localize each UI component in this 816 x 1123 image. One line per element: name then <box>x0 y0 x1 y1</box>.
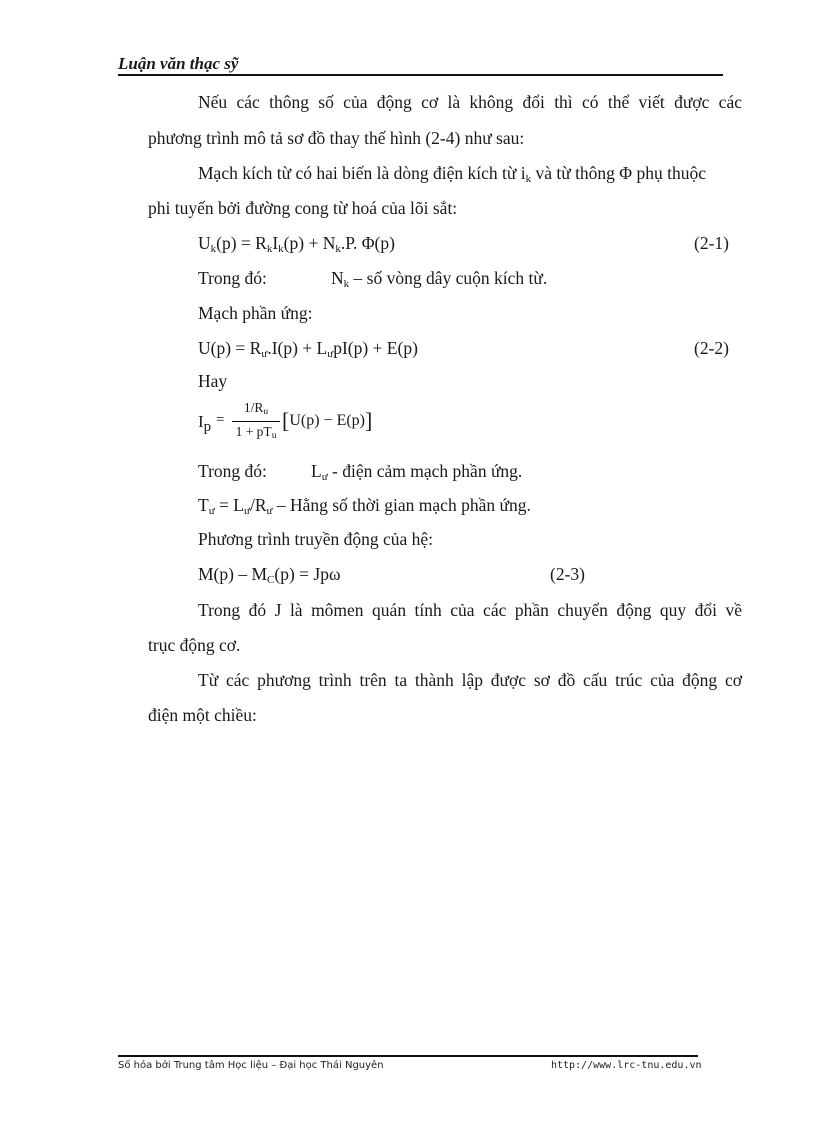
eq2-c: pI(p) + E(p) <box>333 338 418 358</box>
paragraph-1-line-1: Nếu các thông số của động cơ là không đổi thì có thể viết được các <box>198 92 742 112</box>
equation-number-2-2: (2-2) <box>694 338 729 358</box>
frac-num-text: 1/R <box>243 400 264 415</box>
eq3-sub: C <box>267 574 275 586</box>
tc-sub-3: ư <box>266 505 273 517</box>
fraction-bar <box>232 421 280 422</box>
eq1-a: (p) = R <box>216 233 267 253</box>
equation-number-2-1: (2-1) <box>694 233 729 253</box>
frac-lhs-sub: p <box>203 419 212 435</box>
footer-rule <box>118 1055 698 1057</box>
paragraph-3-line-2: trục động cơ. <box>148 635 241 655</box>
tc-t: T <box>198 495 209 515</box>
footer-url-link[interactable]: http://www.lrc-tnu.edu.vn <box>551 1060 702 1071</box>
armature-heading: Mạch phần ứng: <box>198 303 313 323</box>
frac-numerator <box>234 400 278 416</box>
tc-a: = L <box>214 495 244 515</box>
equation-2-1 <box>198 233 395 253</box>
where2-text: - điện cảm mạch phần ứng. <box>327 461 523 481</box>
tc-sub-2: ư <box>243 505 250 517</box>
where-text-2 <box>311 461 522 481</box>
eq1-u: U <box>198 233 211 253</box>
tc-sub-1: ư <box>208 505 215 517</box>
where2-sub: ư <box>321 471 328 483</box>
eq2-a: U(p) = R <box>198 338 262 358</box>
paragraph-4-line-1: Từ các phương trình trên ta thành lập được sơ đồ cấu trúc của động cơ <box>198 670 742 690</box>
eq2-b: .I(p) + L <box>267 338 328 358</box>
tc-b: /R <box>249 495 267 515</box>
time-constant-line <box>198 495 531 515</box>
fraction-equation <box>198 400 418 446</box>
bracket-close: ] <box>365 408 373 433</box>
where-text-1 <box>331 268 547 288</box>
footer-source: Số hóa bởi Trung tâm Học liệu – Đại học Thái Nguyên <box>118 1060 384 1071</box>
bracket-open: [ <box>282 408 290 433</box>
header-rule <box>118 74 723 76</box>
frac-den-text: 1 + pT <box>235 424 272 439</box>
frac-num-sub: u <box>263 407 269 417</box>
equation-2-2 <box>198 338 418 358</box>
where-label-1: Trong đó: <box>198 268 267 288</box>
eq1-sub-3: k <box>278 243 284 255</box>
paragraph-2-line-2: phi tuyến bởi đường cong từ hoá của lõi sắt: <box>148 198 458 218</box>
eq1-sub-1: k <box>210 243 217 255</box>
frac-equals: = <box>216 412 225 428</box>
where2-l: L <box>311 461 322 481</box>
eq1-c: (p) + N <box>283 233 336 253</box>
tc-c: – Hằng số thời gian mạch phần ứng. <box>272 495 531 515</box>
motion-heading: Phương trình truyền động của hệ: <box>198 529 434 549</box>
frac-denominator <box>232 424 280 440</box>
equation-2-3 <box>198 564 340 584</box>
eq1-sub-4: k <box>335 243 341 255</box>
paragraph-4-line-2: điện một chiều: <box>148 705 257 725</box>
paragraph-3-line-1: Trong đó J là mômen quán tính của các phần chuyển động quy đổi về <box>198 600 742 620</box>
eq3-b: (p) = Jpω <box>274 564 341 584</box>
where1-sub: k <box>343 278 350 290</box>
eq1-sub-2: k <box>266 243 273 255</box>
hay-text: Hay <box>198 371 228 391</box>
paragraph-1-line-2: phương trình mô tả sơ đồ thay thế hình (2-4) như sau: <box>148 128 525 148</box>
equation-number-2-3: (2-3) <box>550 564 585 584</box>
bracket-body: U(p) − E(p) <box>289 412 365 429</box>
paragraph-2-text-a: Mạch kích từ có hai biến là dòng điện kích từ i <box>198 163 526 183</box>
frac-bracket <box>282 408 372 434</box>
paragraph-2-sub-k: k <box>525 173 532 185</box>
frac-lhs <box>198 412 212 435</box>
where1-n: N <box>331 268 344 288</box>
eq2-sub-2: ư <box>327 348 334 360</box>
frac-den-sub: u <box>271 431 277 441</box>
frac-lhs-i: I <box>198 412 204 431</box>
header-title: Luận văn thạc sỹ <box>118 54 239 73</box>
eq3-a: M(p) – M <box>198 564 268 584</box>
eq2-sub-1: ư <box>261 348 268 360</box>
where1-text: – số vòng dây cuộn kích từ. <box>349 268 548 288</box>
paragraph-2-text-b: và từ thông Φ phụ thuộc <box>531 163 706 183</box>
where-label-2: Trong đó: <box>198 461 267 481</box>
eq1-d: .P. Φ(p) <box>340 233 395 253</box>
paragraph-2-line-1 <box>198 163 742 183</box>
eq1-b: I <box>272 233 279 253</box>
